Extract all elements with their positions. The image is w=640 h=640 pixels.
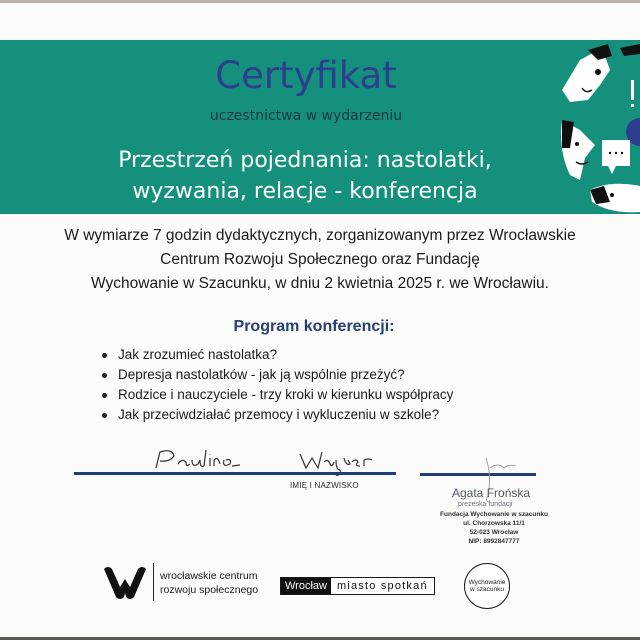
program-item: Rodzice i nauczyciele - trzy kroki w kierunku współpracy bbox=[100, 385, 453, 405]
foundation-stamp bbox=[440, 510, 548, 546]
wcrs-line-1: wrocławskie centrum bbox=[160, 570, 258, 582]
program-title: Program konferencji: bbox=[233, 318, 395, 335]
program-item: Jak przeciwdziałać przemocy i wykluczeniu w szkole? bbox=[100, 405, 453, 425]
stamp-line: Fundacja Wychowanie w szacunku bbox=[440, 511, 548, 518]
certificate-subtitle: uczestnictwa w wydarzeniu bbox=[209, 108, 403, 124]
wcrs-divider bbox=[153, 563, 154, 601]
wcrs-logo-mark-icon bbox=[102, 563, 148, 601]
body-line-1: W wymiarze 7 godzin dydaktycznych, zorganizowanym przez Wrocławskie bbox=[64, 227, 576, 244]
stamp-line: 52-023 Wrocław bbox=[469, 529, 519, 536]
program-item: Jak zrozumieć nastolatka? bbox=[100, 345, 453, 365]
wcrs-logo-text bbox=[160, 569, 258, 597]
wroclaw-miasto-spotkan-logo bbox=[280, 577, 435, 595]
wcrs-line-2: rozwoju społecznego bbox=[160, 584, 259, 596]
stamp-line: ul. Chorzowska 11/1 bbox=[463, 520, 525, 527]
wroclaw-logo-black: Wrocław bbox=[281, 578, 331, 594]
signatory-name: Agata Frońska bbox=[452, 486, 531, 500]
participant-name-label: IMIĘ I NAZWISKO bbox=[290, 481, 359, 490]
signatory-role: prezeska fundacji bbox=[458, 501, 513, 508]
program-item: Depresja nastolatków - jak ją wspólnie przeżyć? bbox=[100, 365, 453, 385]
program-list bbox=[100, 345, 453, 425]
certificate-body bbox=[0, 224, 640, 296]
wychowanie-w-szacunku-logo bbox=[464, 563, 510, 609]
body-line-2: Centrum Rozwoju Społecznego oraz Fundację bbox=[160, 251, 480, 268]
paper-top-edge bbox=[0, 0, 640, 3]
event-title bbox=[0, 145, 610, 207]
event-title-line-1: Przestrzeń pojednania: nastolatki, bbox=[118, 148, 492, 173]
wws-line-1: Wychowanie bbox=[468, 579, 506, 586]
stamp-line: NIP: 8992847777 bbox=[468, 538, 520, 545]
body-line-3: Wychowanie w Szacunku, w dniu 2 kwietnia 2025 r. we Wrocławiu. bbox=[91, 275, 549, 292]
certificate-title: Certyfikat bbox=[215, 54, 397, 97]
wroclaw-logo-white: miasto spotkań bbox=[331, 578, 434, 594]
participant-signature-line bbox=[74, 472, 396, 475]
wws-line-2: w szacunku bbox=[470, 586, 504, 593]
faces-illustration-icon bbox=[540, 40, 640, 214]
event-title-line-2: wyzwania, relacje - konferencja bbox=[132, 179, 478, 204]
